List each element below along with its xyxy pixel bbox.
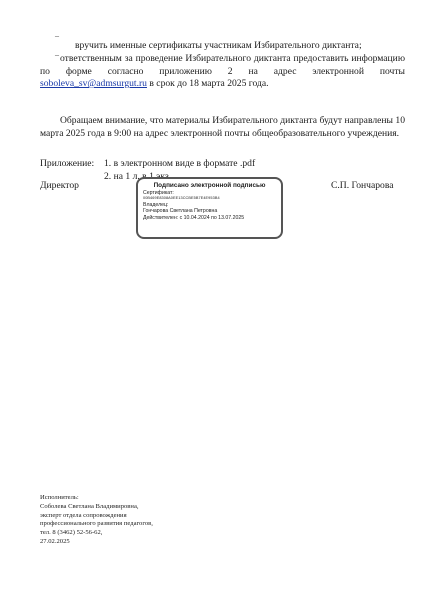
list-item-2 bbox=[40, 53, 405, 91]
list-item-2-tail: в срок до 18 марта 2025 года. bbox=[146, 78, 269, 89]
executor-name: Соболева Светлана Владимировна, bbox=[40, 502, 139, 510]
appendix-label: Приложение: bbox=[40, 158, 95, 169]
signer-position: Директор bbox=[40, 180, 79, 191]
executor-phone: тел. 8 (3462) 52-56-62, bbox=[40, 529, 103, 537]
stamp-cert-value: 00B469E8308A0EE13CCBE5B7E4E953B4 bbox=[143, 196, 220, 201]
executor-role-1: эксперт отдела сопровождения bbox=[40, 511, 127, 519]
executor-block bbox=[40, 494, 153, 547]
list-item-1: вручить именные сертификаты участникам Избирательного диктанта; bbox=[75, 40, 362, 51]
executor-label: Исполнитель: bbox=[40, 494, 79, 501]
stamp-validity: Действителен: с 10.04.2024 по 13.07.2025 bbox=[143, 214, 245, 221]
list-bullet: ‒ bbox=[55, 50, 59, 59]
stamp-cert-label: Сертификат: bbox=[143, 190, 174, 196]
email-link[interactable]: soboleva_sv@admsurgut.ru bbox=[40, 78, 147, 89]
list-bullet: ‒ bbox=[55, 31, 59, 40]
electronic-signature-stamp bbox=[136, 177, 283, 239]
executor-role-2: профессионального развития педагогов, bbox=[40, 520, 153, 528]
appendix-line-1: 1. в электронном виде в формате .pdf bbox=[104, 158, 256, 169]
stamp-owner-value: Гончарова Светлана Петровна bbox=[143, 208, 218, 215]
list-item-2-text: ответственным за проведение Избирательного диктанта предоставить информацию по форме согласно приложению 2 на адрес электронной почты bbox=[40, 53, 405, 77]
notice-paragraph: Обращаем внимание, что материалы Избирательного диктанта будут направлены 10 марта 2025 года в 9:00 на адрес электронной почты общеобразовательного учреждения. bbox=[40, 115, 405, 139]
stamp-title: Подписано электронной подписью bbox=[153, 182, 266, 189]
signer-name: С.П. Гончарова bbox=[331, 180, 394, 191]
stamp-owner-label: Владелец: bbox=[143, 201, 169, 208]
appendix-line-2: 2. на 1 л. в 1 экз. bbox=[104, 171, 172, 182]
executor-date: 27.02.2025 bbox=[40, 537, 70, 545]
